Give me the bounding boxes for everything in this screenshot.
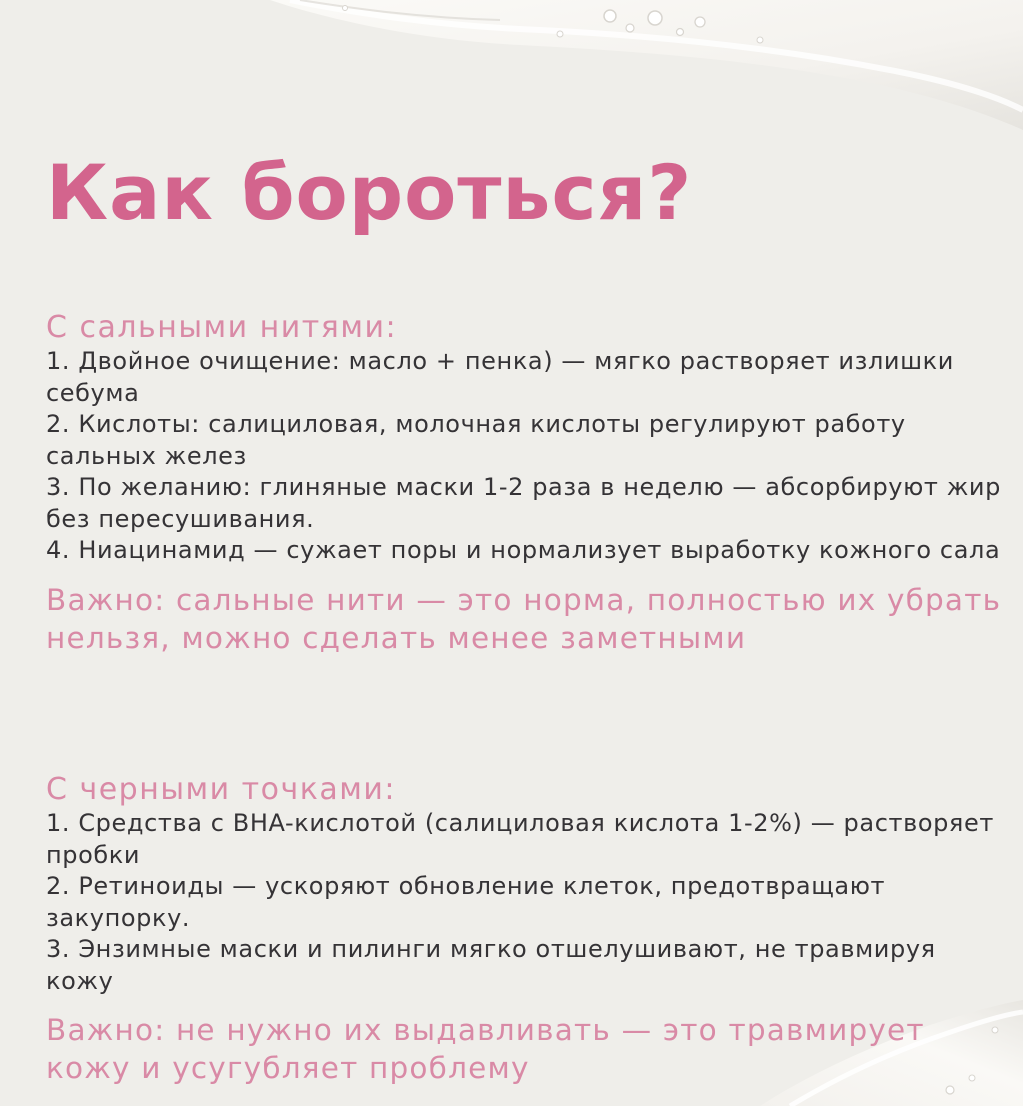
page-title: Как бороться? — [46, 148, 693, 237]
section-heading: С сальными нитями: — [46, 310, 398, 345]
list-item: 2. Ретиноиды — ускоряют обновление клеток, предотвращают закупорку. — [46, 872, 886, 932]
list-item: 3. Энзимные маски и пилинги мягко отшелушивают, не травмируя кожу — [46, 935, 936, 995]
list-item: 1. Средства с BHA-кислотой (салициловая кислота 1-2%) — растворяет пробки — [46, 809, 994, 869]
cream-texture-top-image — [0, 0, 1023, 140]
tips-list — [46, 808, 1006, 997]
section-heading: С черными точками: — [46, 772, 396, 807]
section-sebaceous-filaments — [46, 310, 1006, 657]
important-note: Важно: сальные нити — это норма, полностью их убрать нельзя, можно сделать менее заметными — [46, 582, 1002, 655]
list-item: 1. Двойное очищение: масло + пенка) — мягко растворяет излишки себума — [46, 347, 954, 407]
list-item: 3. По желанию: глиняные маски 1-2 раза в неделю — абсорбируют жир без пересушивания. — [46, 473, 1001, 533]
list-item: 4. Ниацинамид — сужает поры и нормализует выработку кожного сала — [46, 536, 1001, 564]
tips-list — [46, 346, 1006, 567]
important-note: Важно: не нужно их выдавливать — это травмирует кожу и усугубляет проблему — [46, 1013, 925, 1085]
list-item: 2. Кислоты: салициловая, молочная кислоты регулируют работу сальных желез — [46, 410, 906, 470]
section-blackheads — [46, 772, 1006, 1087]
